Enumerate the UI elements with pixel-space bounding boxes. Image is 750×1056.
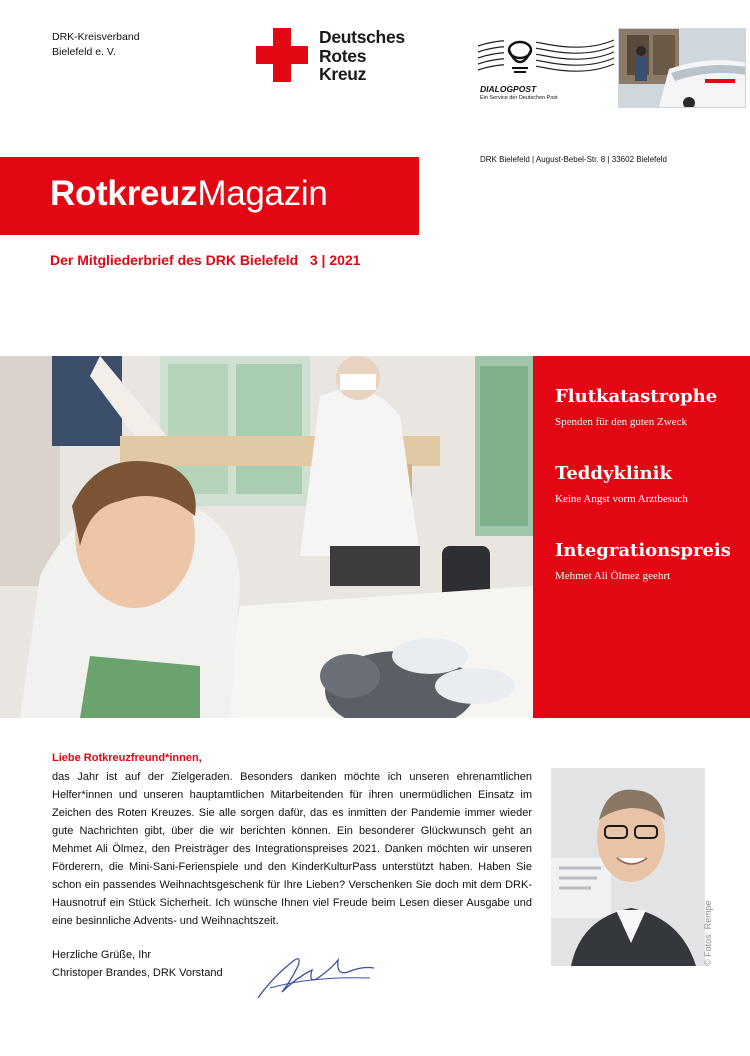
dialogpost-label: DIALOGPOST	[480, 84, 537, 94]
org-city: Bielefeld e. V.	[52, 46, 116, 58]
letter-greeting: Liebe Rotkreuzfreund*innen,	[52, 752, 202, 764]
teaser-subtitle: Mehmet Ali Ölmez geehrt	[555, 570, 671, 582]
masthead-banner	[0, 157, 419, 235]
letter-closing	[52, 946, 223, 982]
title-bold: Rotkreuz	[50, 174, 198, 213]
teaser-title: Teddyklinik	[555, 463, 672, 484]
red-cross-icon	[256, 28, 308, 82]
teaser-title: Integrationspreis	[555, 540, 731, 561]
logo-word: Rotes	[319, 45, 367, 66]
teaser-title: Flutkatastrophe	[555, 386, 718, 407]
hero-photo	[0, 356, 533, 718]
teaser-panel	[533, 356, 750, 718]
drk-logo	[256, 28, 426, 86]
magazine-title	[50, 174, 328, 214]
org-name: DRK-Kreisverband	[52, 31, 140, 43]
sender-address-line: DRK Bielefeld | August-Bebel-Str. 8 | 33602 Bielefeld	[480, 155, 667, 164]
photo-credit: © Fotos: Rempe	[703, 900, 713, 966]
teaser-item[interactable]	[555, 386, 717, 428]
posthorn-icon	[476, 28, 616, 84]
dialogpost-sublabel: Ein Service der Deutschen Post	[480, 95, 558, 101]
portrait-photo	[551, 768, 705, 966]
logo-wordmark	[319, 28, 405, 84]
postage-mark	[476, 28, 616, 106]
letter-body: das Jahr ist auf der Zielgeraden. Besonders danken möchte ich unseren ehrenamtlichen Helfer*innen und unseren hauptamtlichen Mitarbeitenden für ihren unermüdlichen Einsatz im Zeichen des Roten Kreuzes. Sie alle sorgen dafür, das es inmitten der Pandemie immer wieder gute Nachrichten gibt, über die wir berichten können. Ein besonderer Glückwunsch geht an Mehmet Ali Ölmez, den Preisträger des Integrationspreises 2021. Danken möchten wir unseren Förderern, die Mini-Sani-Ferienspiele und den KinderKulturPass unterstützt haben. Haben Sie schon ein passendes Weihnachtsgeschenk für Ihre Lieben? Verschenken Sie doch mit dem DRK-Hausnotruf ein Stück Sicherheit. Ich wünsche Ihnen viel Freude beim Lesen dieser Ausgabe und eine besinnliche Advents- und Weihnachtszeit.	[52, 771, 532, 927]
teaser-item[interactable]	[555, 463, 688, 505]
issue-subtitle: Der Mitgliederbrief des DRK Bielefeld 3 | 2021	[50, 252, 361, 268]
teaser-item[interactable]	[555, 540, 731, 582]
sender-organization	[52, 30, 140, 60]
closing-line: Herzliche Grüße, Ihr	[52, 949, 152, 961]
logo-word: Deutsches	[319, 27, 405, 47]
teaser-subtitle: Keine Angst vorm Arztbesuch	[555, 493, 688, 505]
title-regular: Magazin	[197, 174, 328, 213]
stamp-photo	[618, 28, 746, 108]
logo-word: Kreuz	[319, 64, 367, 84]
teaser-subtitle: Spenden für den guten Zweck	[555, 416, 687, 428]
closing-signatory: Christoper Brandes, DRK Vorstand	[52, 967, 223, 979]
signature-icon	[252, 948, 382, 1004]
